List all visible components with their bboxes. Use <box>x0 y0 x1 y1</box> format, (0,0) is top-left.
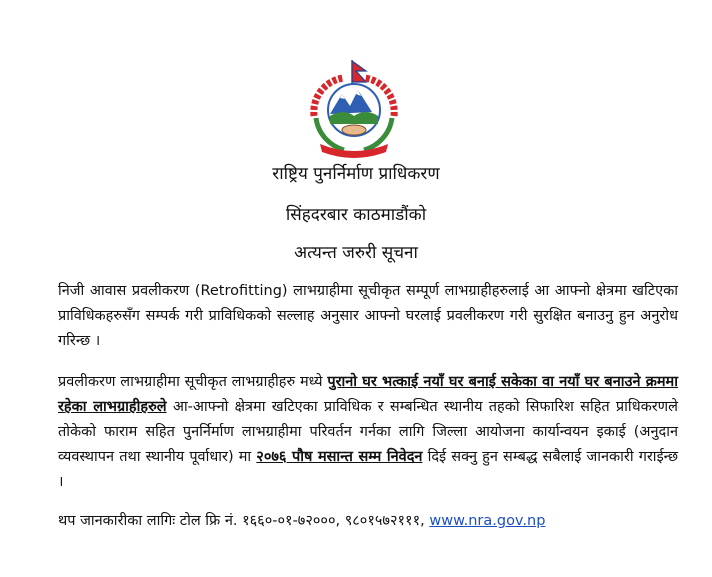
highlight-beneficiaries: पुरानो घर भत्काई नयाँ घर बनाई सकेका वा नयाँ घर बनाउने क्रममा रहेका लाभग्राहीहरुले <box>58 374 678 415</box>
website-link[interactable]: www.nra.gov.np <box>429 513 546 529</box>
highlight-deadline: २०७६ पौष मसान्त सम्म निवेदन <box>256 449 423 465</box>
paragraph-2-text-3: दिई सक्नु हुन सम्बद्ध सबैलाई जानकारी गराईन्छ । <box>58 449 678 490</box>
paragraph-2-text-1: प्रवलीकरण लाभग्राहीमा सूचीकृत लाभग्राहीहरु मध्ये <box>58 374 328 390</box>
paragraph-2 <box>58 370 678 495</box>
notice-title: अत्यन्त जरुरी सूचना <box>294 243 418 263</box>
contact-text: थप जानकारीका लागिः टोल फ्रि नं. १६६०-०१-७२०००, ९८०१५७२१११, <box>58 513 430 529</box>
nepal-government-emblem-icon <box>300 58 408 162</box>
address: सिंहदरबार काठमाडौंको <box>285 205 427 225</box>
contact-info <box>58 510 678 532</box>
paragraph-2-text-2: आ-आफ्नो क्षेत्रमा खटिएका प्राविधिक र सम्बन्धित स्थानीय तहको सिफारिश सहित प्राधिकरणले तोकेको फाराम सहित पुनर्निर्माण लाभग्राहीमा परिवर्तन गर्नका लागि जिल्ला आयोजना कार्यान्वयन इकाई (अनुदान व्यवस्थापन तथा स्थानीय पूर्वाधार) मा <box>58 399 678 465</box>
paragraph-1: निजी आवास प्रवलीकरण (Retrofitting) लाभग्राहीमा सूचीकृत सम्पूर्ण लाभग्राहीहरुलाई आ आफ्नो क्षेत्रमा खटिएका प्राविधिकहरुसँग सम्पर्क गरी प्राविधिकको सल्लाह अनुसार आफ्नो घरलाई प्रवलीकरण गरी सुरक्षित बनाउनु हुन अनुरोध गरिन्छ । <box>58 283 678 349</box>
org-name: राष्ट्रिय पुनर्निर्माण प्राधिकरण <box>272 164 440 184</box>
